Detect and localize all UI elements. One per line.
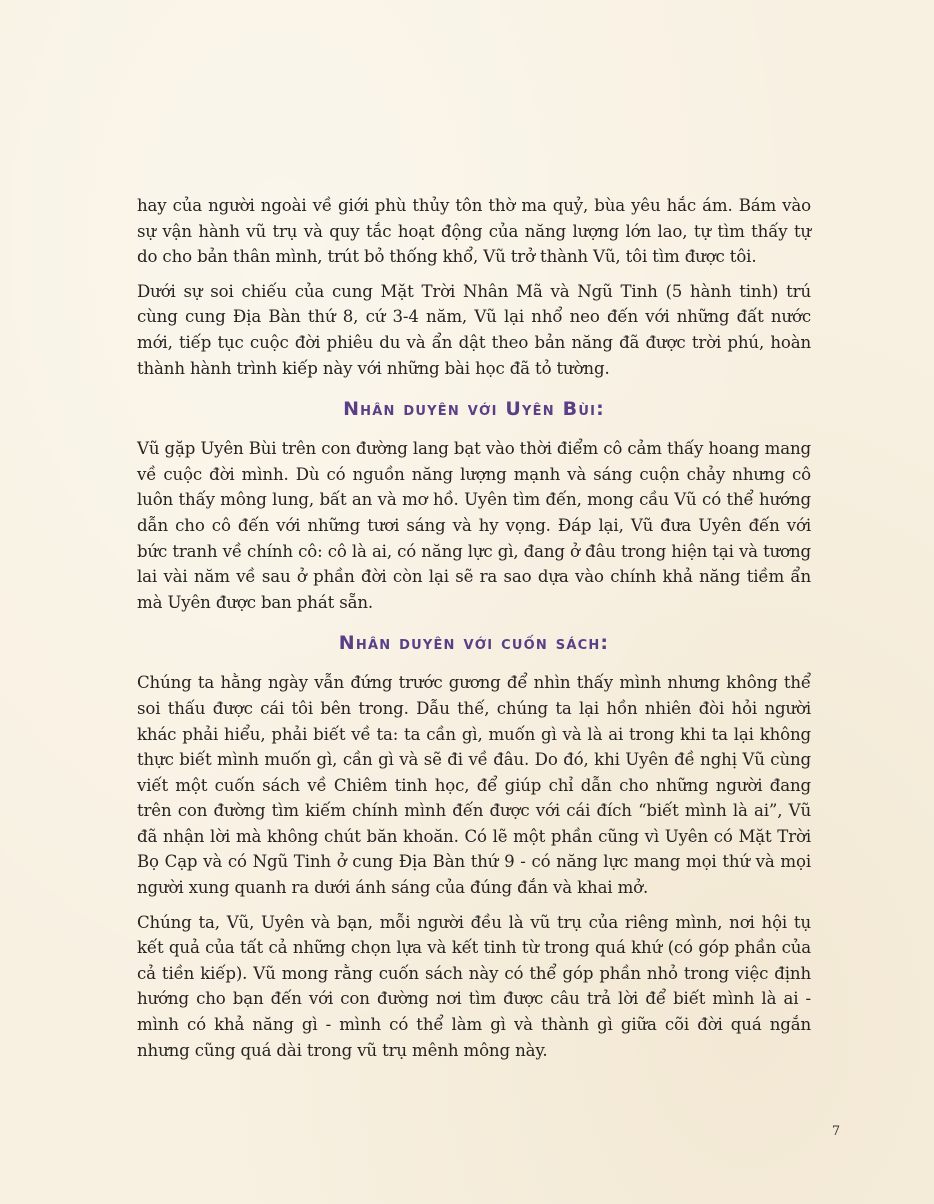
body-paragraph: Chúng ta hằng ngày vẫn đứng trước gương để nhìn thấy mình nhưng không thể soi thấu được cái tôi bên trong. Dẫu thế, chúng ta lại hồn nhiên đòi hỏi người khác phải hiểu, phải biết về ta: ta cần gì, muốn gì và là ai trong khi ta lại không thực biết mình muốn gì, cần gì và sẽ đi về đâu. Do đó, khi Uyên đề nghị Vũ cùng viết một cuốn sách về Chiêm tinh học, để giúp chỉ dẫn cho những người đang trên con đường tìm kiếm chính mình đến được với cái đích “biết mình là ai”, Vũ đã nhận lời mà không chút băn khoăn. Có lẽ một phần cũng vì Uyên có Mặt Trời Bọ Cạp và có Ngũ Tinh ở cung Địa Bàn thứ 9 - có năng lực mang mọi thứ và mọi người xung quanh ra dưới ánh sáng của đúng đắn và khai mở. <box>137 673 811 898</box>
body-paragraph: Chúng ta, Vũ, Uyên và bạn, mỗi người đều là vũ trụ của riêng mình, nơi hội tụ kết quả của tất cả những chọn lựa và kết tinh từ trong quá khứ (có góp phần của cả tiền kiếp). Vũ mong rằng cuốn sách này có thể góp phần nhỏ trong việc định hướng cho bạn đến với con đường nơi tìm được câu trả lời để biết mình là ai - mình có khả năng gì - mình có thể làm gì và thành gì giữa cõi đời quá ngắn nhưng cũng quá dài trong vũ trụ mênh mông này. <box>137 912 811 1060</box>
section-heading-uyen-bui: Nhân duyên với Uyên Bùi: <box>343 398 605 421</box>
body-paragraph: hay của người ngoài về giới phù thủy tôn thờ ma quỷ, bùa yêu hắc ám. Bám vào sự vận hành vũ trụ và quy tắc hoạt động của năng lượng lớn lao, tự tìm thấy tự do cho bản thân mình, trút bỏ thống khổ, Vũ trở thành Vũ, tôi tìm được tôi. <box>137 196 811 267</box>
page-number: 7 <box>831 1124 841 1139</box>
body-paragraph: Vũ gặp Uyên Bùi trên con đường lang bạt vào thời điểm cô cảm thấy hoang mang về cuộc đời mình. Dù có nguồn năng lượng mạnh và sáng cuộn chảy nhưng cô luôn thấy mông lung, bất an và mơ hồ. Uyên tìm đến, mong cầu Vũ có thể hướng dẫn cho cô đến với những tươi sáng và hy vọng. Đáp lại, Vũ đưa Uyên đến với bức tranh về chính cô: cô là ai, có năng lực gì, đang ở đâu trong hiện tại và tương lai vài năm về sau ở phần đời còn lại sẽ ra sao dựa vào chính khả năng tiềm ẩn mà Uyên được ban phát sẵn. <box>137 439 811 612</box>
page-content <box>137 193 811 1072</box>
section-heading-book: Nhân duyên với cuốn sách: <box>338 632 610 655</box>
body-paragraph: Dưới sự soi chiếu của cung Mặt Trời Nhân Mã và Ngũ Tinh (5 hành tinh) trú cùng cung Địa Bàn thứ 8, cứ 3-4 năm, Vũ lại nhổ neo đến với những đất nước mới, tiếp tục cuộc đời phiêu du và ẩn dật theo bản năng đã được trời phú, hoàn thành hành trình kiếp này với những bài học đã tỏ tường. <box>137 281 811 378</box>
